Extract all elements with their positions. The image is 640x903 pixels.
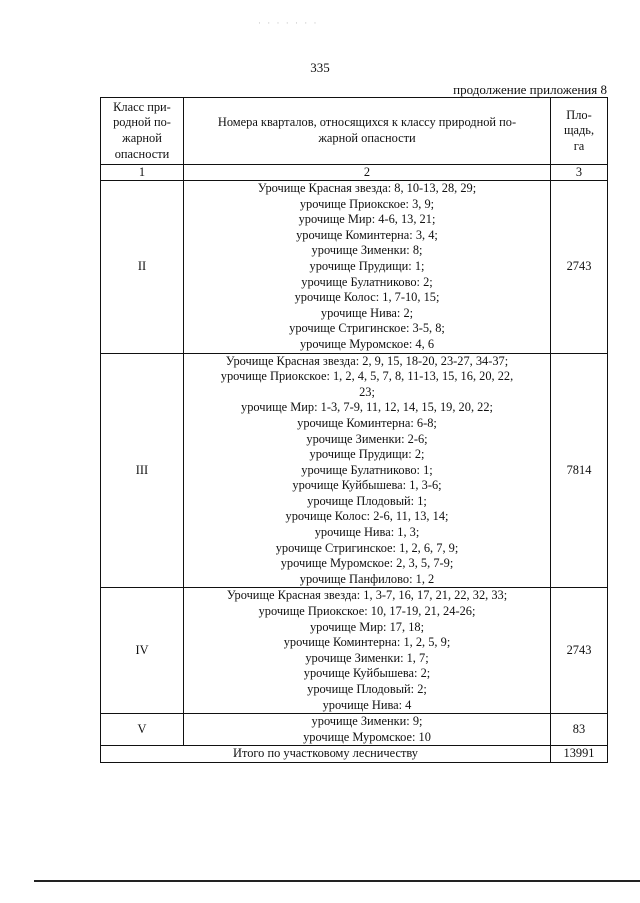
quarter-line: урочище Муромское: 10 bbox=[303, 729, 431, 744]
total-value: 13991 bbox=[551, 746, 608, 763]
quarter-line: урочище Булатниково: 1; bbox=[301, 462, 433, 477]
quarter-line: урочище Муромское: 2, 3, 5, 7-9; bbox=[280, 556, 454, 571]
row-area: 7814 bbox=[551, 353, 608, 588]
quarter-line: урочище Стригинское: 1, 2, 6, 7, 9; bbox=[275, 540, 459, 555]
quarter-line: урочище Плодовый: 2; bbox=[307, 682, 427, 696]
bottom-divider bbox=[34, 880, 640, 882]
row-class: IV bbox=[101, 588, 184, 714]
quarter-line: урочище Булатниково: 2; bbox=[301, 274, 433, 289]
quarter-line: урочище Коминтерна: 1, 2, 5, 9; bbox=[283, 635, 451, 650]
quarter-line: урочище Приокское: 10, 17-19, 21, 24-26; bbox=[258, 604, 476, 619]
quarter-line: урочище Коминтерна: 6-8; bbox=[297, 415, 437, 430]
table-body bbox=[101, 181, 608, 746]
row-area: 83 bbox=[551, 714, 608, 746]
quarter-line: урочище Зименки: 1, 7; bbox=[305, 650, 429, 665]
quarter-line: урочище Панфилово: 1, 2 bbox=[299, 571, 435, 586]
quarter-line: урочище Плодовый: 1; bbox=[307, 493, 427, 508]
total-row bbox=[101, 746, 608, 763]
quarter-line: Урочище Красная звезда: 8, 10-13, 28, 29; bbox=[257, 181, 477, 195]
header-class: Класс при- родной по- жарной опасности bbox=[101, 98, 184, 165]
quarter-line: урочище Нива: 4 bbox=[322, 697, 412, 712]
quarter-line: урочище Мир: 4-6, 13, 21; bbox=[298, 212, 436, 227]
row-class: III bbox=[101, 353, 184, 588]
row-area: 2743 bbox=[551, 181, 608, 354]
quarter-line: урочище Прудищи: 1; bbox=[309, 258, 425, 273]
row-area: 2743 bbox=[551, 588, 608, 714]
column-number-row bbox=[101, 165, 608, 181]
row-class: V bbox=[101, 714, 184, 746]
row-quarters bbox=[184, 588, 551, 714]
table-row bbox=[101, 714, 608, 746]
column-number: 1 bbox=[101, 165, 184, 181]
quarter-line: урочище Приокское: 3, 9; bbox=[299, 196, 435, 211]
quarter-line: урочище Мир: 17, 18; bbox=[309, 619, 425, 634]
continuation-label: продолжение приложения 8 bbox=[453, 82, 607, 97]
header-area: Пло- щадь, га bbox=[551, 98, 608, 165]
fire-danger-table bbox=[100, 97, 608, 763]
total-label: Итого по участковому лесничеству bbox=[101, 746, 551, 763]
quarter-line: урочище Нива: 1, 3; bbox=[314, 525, 420, 540]
quarter-line: Урочище Красная звезда: 1, 3-7, 16, 17, 21, 22, 32, 33; bbox=[226, 588, 508, 603]
column-number: 2 bbox=[184, 165, 551, 181]
table-header-row bbox=[101, 98, 608, 165]
quarter-line: Урочище Красная звезда: 2, 9, 15, 18-20, 23-27, 34-37; bbox=[225, 353, 509, 368]
quarter-line: урочище Приокское: 1, 2, 4, 5, 7, 8, 11-13, 15, 16, 20, 22, bbox=[220, 369, 514, 384]
quarter-line: урочище Стригинское: 3-5, 8; bbox=[289, 321, 445, 336]
row-quarters bbox=[184, 181, 551, 354]
row-quarters bbox=[184, 353, 551, 588]
table-row bbox=[101, 181, 608, 354]
quarter-line: урочище Куйбышева: 1, 3-6; bbox=[292, 478, 442, 493]
quarter-line: урочище Зименки: 2-6; bbox=[306, 431, 428, 446]
column-number: 3 bbox=[551, 165, 608, 181]
quarter-line: урочище Мир: 1-3, 7-9, 11, 12, 14, 15, 19, 20, 22; bbox=[241, 400, 493, 415]
quarter-line: урочище Нива: 2; bbox=[320, 305, 414, 320]
quarter-line: урочище Коминтерна: 3, 4; bbox=[296, 227, 438, 242]
quarter-line: урочище Колос: 2-6, 11, 13, 14; bbox=[285, 509, 449, 524]
table-row bbox=[101, 353, 608, 588]
quarter-line: урочище Муромское: 4, 6 bbox=[299, 336, 435, 351]
header-quarters: Номера кварталов, относящихся к классу природной по- жарной опасности bbox=[184, 98, 551, 165]
row-quarters bbox=[184, 714, 551, 746]
page-number: 335 bbox=[310, 60, 330, 75]
quarter-line: урочище Зименки: 8; bbox=[311, 243, 423, 258]
table-row bbox=[101, 588, 608, 714]
quarter-line: урочище Зименки: 9; bbox=[311, 714, 423, 729]
quarter-line: урочище Прудищи: 2; bbox=[309, 447, 425, 462]
quarter-line: 23; bbox=[359, 384, 375, 399]
row-class: II bbox=[101, 181, 184, 354]
quarter-line: урочище Куйбышева: 2; bbox=[303, 666, 431, 681]
quarter-line: урочище Колос: 1, 7-10, 15; bbox=[294, 290, 440, 305]
scan-artifact-text: · · · · · · · bbox=[258, 18, 319, 28]
